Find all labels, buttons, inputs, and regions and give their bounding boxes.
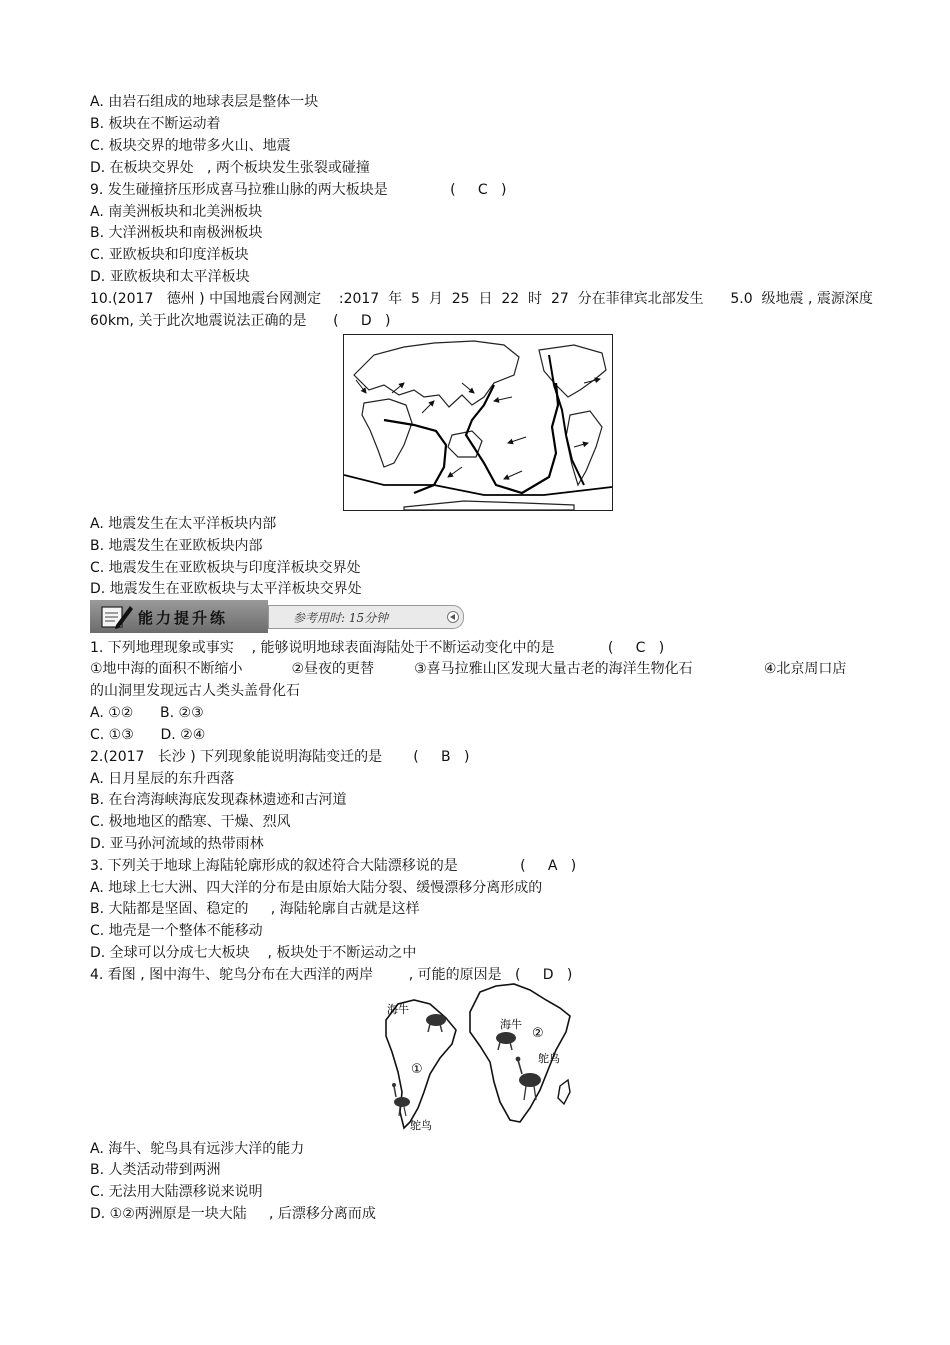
q10-stem-line2: 60km, 关于此次地震说法正确的是 ( D ) — [90, 313, 391, 329]
q9-option-a: A. 南美洲板块和北美洲板块 — [90, 204, 263, 220]
s2-q3-option-d: D. 全球可以分成七大板块 , 板块处于不断运动之中 — [90, 945, 417, 961]
s2-q2-option-b: B. 在台湾海峡海底发现森林遗迹和古河道 — [90, 792, 347, 808]
eurasia-landmass — [354, 341, 519, 407]
s2-q1-options-cd: C. ①③ D. ②④ — [90, 727, 206, 743]
banner-title: 能力提升练 — [138, 609, 229, 627]
s2-q2-option-a: A. 日月星辰的东升西落 — [90, 771, 235, 787]
plate-map-svg — [344, 335, 612, 510]
q9-option-b: B. 大洋洲板块和南极洲板块 — [90, 225, 263, 241]
pencil-note-icon — [96, 600, 136, 633]
antarctica-landmass — [404, 501, 574, 510]
q8-option-a: A. 由岩石组成的地球表层是整体一块 — [90, 94, 319, 110]
q8-option-b: B. 板块在不断运动着 — [90, 116, 221, 132]
label-ostrich-right: 鸵鸟 — [538, 1052, 560, 1065]
s2-q3-option-a: A. 地球上七大洲、四大洋的分布是由原始大陆分裂、缓慢漂移分离形成的 — [90, 880, 543, 896]
q10-option-b: B. 地震发生在亚欧板块内部 — [90, 538, 263, 554]
banner-time: 参考用时: 15分钟 — [293, 611, 389, 625]
plate-motion-arrow — [448, 467, 462, 477]
s2-q3-stem: 3. 下列关于地球上海陆轮廓形成的叙述符合大陆漂移说的是 ( A ) — [90, 858, 577, 874]
q9-stem: 9. 发生碰撞挤压形成喜马拉雅山脉的两大板块是 ( C ) — [90, 182, 507, 198]
south-america-landmass — [566, 411, 602, 485]
continent-mark-1: ① — [411, 1062, 423, 1077]
continent-mark-2: ② — [532, 1026, 544, 1041]
q9-option-d: D. 亚欧板块和太平洋板块 — [90, 269, 250, 285]
banner-time-pill — [268, 605, 464, 629]
label-manatee-left: 海牛 — [387, 1003, 409, 1016]
q9-option-c: C. 亚欧板块和印度洋板块 — [90, 247, 249, 263]
plate-motion-arrow — [504, 471, 522, 479]
plate-motion-arrow — [422, 401, 434, 413]
q10-option-a: A. 地震发生在太平洋板块内部 — [90, 516, 277, 532]
s2-q4-option-b: B. 人类活动带到两洲 — [90, 1162, 221, 1178]
q8-option-c: C. 板块交界的地带多火山、地震 — [90, 138, 291, 154]
label-manatee-right: 海牛 — [500, 1018, 522, 1031]
s2-q1-statements-cont: 的山洞里发现远古人类头盖骨化石 — [90, 683, 300, 699]
q10-stem-line1: 10.(2017 德州 ) 中国地震台网测定 :2017 年 5 月 25 日 22 时 27 分在菲律宾北部发生 5.0 级地震 , 震源深度 — [90, 291, 873, 307]
madagascar-outline — [558, 1080, 570, 1104]
q8-option-d: D. 在板块交界处 , 两个板块发生张裂或碰撞 — [90, 160, 370, 176]
africa-landmass — [362, 399, 412, 467]
banner-title-block — [90, 600, 268, 633]
north-america-landmass — [539, 345, 606, 397]
s2-q4-option-c: C. 无法用大陆漂移说来说明 — [90, 1184, 263, 1200]
plate-motion-arrow — [494, 397, 512, 401]
s2-q4-option-d: D. ①②两洲原是一块大陆 , 后漂移分离而成 — [90, 1206, 376, 1222]
plate-boundary-south — [344, 475, 612, 495]
plate-motion-arrow — [508, 437, 526, 443]
section-banner — [90, 600, 462, 633]
s2-q2-option-d: D. 亚马孙河流域的热带雨林 — [90, 836, 264, 852]
triangle-left-icon — [447, 611, 459, 623]
continents-animals-figure — [380, 982, 580, 1134]
s2-q3-option-b: B. 大陆都是坚固、稳定的 , 海陆轮廓自古就是这样 — [90, 901, 420, 917]
s2-q3-option-c: C. 地壳是一个整体不能移动 — [90, 923, 263, 939]
s2-q1-stem: 1. 下列地理现象或事实 , 能够说明地球表面海陆处于不断运动变化中的是 ( C ) — [90, 640, 665, 656]
s2-q2-stem: 2.(2017 长沙 ) 下列现象能说明海陆变迁的是 ( B ) — [90, 749, 470, 765]
label-ostrich-left: 鸵鸟 — [410, 1119, 432, 1132]
plate-map-figure — [343, 334, 613, 511]
s2-q1-statements: ①地中海的面积不断缩小 ②昼夜的更替 ③喜马拉雅山区发现大量古老的海洋生物化石 ④北京周口店 — [90, 661, 847, 677]
s2-q1-options-ab: A. ①② B. ②③ — [90, 705, 204, 721]
s2-q2-option-c: C. 极地地区的酷寒、干燥、烈风 — [90, 814, 291, 830]
continents-animals-svg — [380, 982, 580, 1134]
s2-q4-option-a: A. 海牛、鸵鸟具有远涉大洋的能力 — [90, 1141, 305, 1157]
q10-option-c: C. 地震发生在亚欧板块与印度洋板块交界处 — [90, 560, 361, 576]
s2-q4-stem: 4. 看图 , 图中海牛、鸵鸟分布在大西洋的两岸 , 可能的原因是 ( D ) — [90, 967, 573, 983]
q10-option-d: D. 地震发生在亚欧板块与太平洋板块交界处 — [90, 581, 362, 597]
